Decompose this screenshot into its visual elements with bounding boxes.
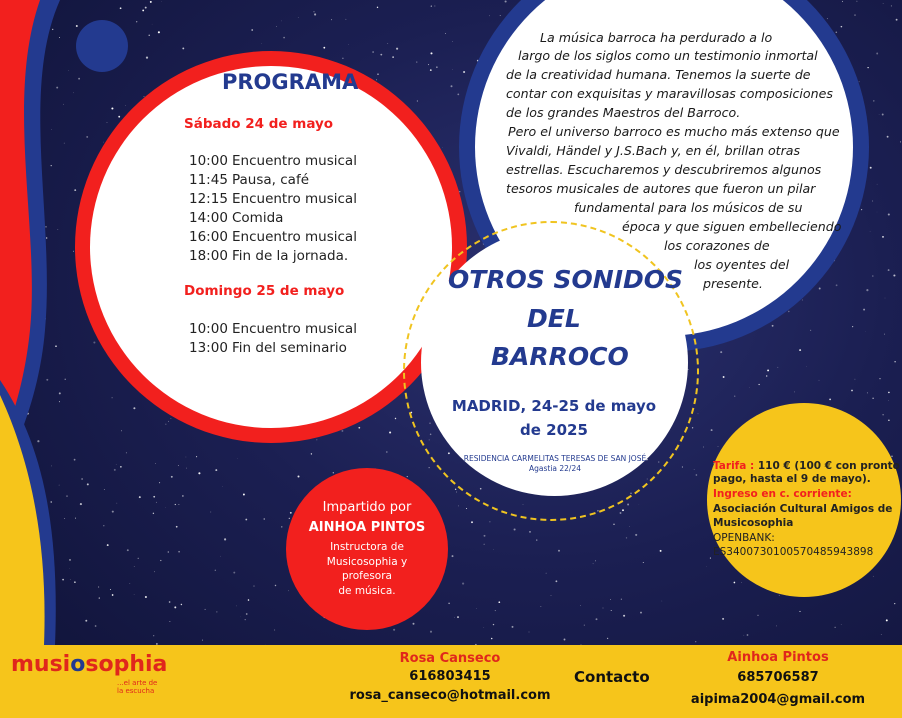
tarifa-label: Tarifa : xyxy=(713,460,755,472)
contact2-phone: 685706587 xyxy=(737,670,819,685)
day1-row xyxy=(189,229,357,245)
day1-row xyxy=(189,210,283,226)
intro-line: tesoros musicales de autores que fueron un pilar xyxy=(506,181,816,196)
schedule-label: Fin de la jornada. xyxy=(232,248,349,264)
musicosophia-logo xyxy=(11,652,167,677)
small-blue-dot xyxy=(76,20,128,72)
intro-line: Pero el universo barroco es mucho más extenso que xyxy=(508,124,840,139)
intro-line: contar con exquisitas y maravillosas composiciones xyxy=(506,86,833,101)
contacto-label: Contacto xyxy=(574,668,650,686)
day1-row xyxy=(189,191,357,207)
contact1-name: Rosa Canseco xyxy=(399,651,501,666)
bank-name: OPENBANK: xyxy=(713,532,775,544)
schedule-time: 10:00 xyxy=(189,321,228,337)
tarifa-text: 110 € (100 € con pronto xyxy=(754,460,900,472)
logo-part-o: o xyxy=(70,652,86,677)
intro-line: largo de los siglos como un testimonio inmortal xyxy=(518,48,818,63)
schedule-time: 12:15 xyxy=(189,191,228,207)
schedule-label: Pausa, café xyxy=(232,172,310,188)
iban: ES3400730100570485943898 xyxy=(713,546,874,558)
price-circle xyxy=(707,403,901,597)
teacher-intro: Impartido por xyxy=(322,500,412,515)
event-year: de 2025 xyxy=(520,421,588,439)
intro-line: de los grandes Maestros del Barroco. xyxy=(506,105,741,120)
ingreso-label: Ingreso en c. corriente: xyxy=(713,488,852,500)
intro-line: Vivaldi, Händel y J.S.Bach y, en él, brillan otras xyxy=(506,143,801,158)
footer xyxy=(0,645,902,718)
teacher-desc-line: Instructora de xyxy=(330,541,404,553)
intro-line: los corazones de xyxy=(664,238,770,253)
schedule-time: 18:00 xyxy=(189,248,228,264)
teacher-desc-line: de música. xyxy=(338,584,396,597)
event-title-line-1: OTROS SONIDOS xyxy=(448,265,684,294)
schedule-label: Fin del seminario xyxy=(232,340,347,356)
contact1-phone: 616803415 xyxy=(409,669,491,684)
schedule-label: Comida xyxy=(232,210,284,226)
tarifa-line xyxy=(713,459,900,473)
schedule-time: 10:00 xyxy=(189,153,228,169)
teacher-desc-line: profesora xyxy=(342,570,392,582)
day2-heading: Domingo 25 de mayo xyxy=(184,283,345,299)
programa-title: PROGRAMA xyxy=(222,70,359,94)
event-venue: RESIDENCIA CARMELITAS TERESAS DE SAN JOSÉ xyxy=(463,454,647,463)
intro-line: de la creatividad humana. Tenemos la suerte de xyxy=(506,67,811,82)
day1-heading: Sábado 24 de mayo xyxy=(184,116,334,132)
schedule-time: 11:45 xyxy=(189,172,228,188)
intro-line: los oyentes del xyxy=(694,257,790,272)
event-address: Agastia 22/24 xyxy=(528,464,581,473)
schedule-time: 14:00 xyxy=(189,210,228,226)
schedule-label: Encuentro musical xyxy=(232,229,357,245)
contact1-email[interactable]: rosa_canseco@hotmail.com xyxy=(349,688,551,703)
assoc-line-1: Asociación Cultural Amigos de xyxy=(713,503,893,515)
intro-line: época y que siguen embelleciendo xyxy=(622,219,842,234)
schedule-label: Encuentro musical xyxy=(232,191,357,207)
schedule-time: 16:00 xyxy=(189,229,228,245)
day2-row xyxy=(189,340,347,356)
intro-line: estrellas. Escucharemos y descubriremos algunos xyxy=(506,162,822,177)
day1-row xyxy=(189,153,357,169)
day1-row xyxy=(189,248,348,264)
teacher-desc-line: Musicosophia y xyxy=(326,555,408,568)
tarifa-text-2: pago, hasta el 9 de mayo). xyxy=(713,473,871,485)
event-city-date: MADRID, 24-25 de mayo xyxy=(451,397,657,415)
day2-row xyxy=(189,321,357,337)
schedule-time: 13:00 xyxy=(189,340,228,356)
intro-line: presente. xyxy=(703,276,763,291)
schedule-label: Encuentro musical xyxy=(232,321,357,337)
teacher-name: AINHOA PINTOS xyxy=(308,520,426,535)
intro-line: fundamental para los músicos de su xyxy=(574,200,803,215)
contact2-name: Ainhoa Pintos xyxy=(727,650,829,665)
assoc-line-2: Musicosophia xyxy=(713,517,794,529)
day1-row xyxy=(189,172,309,188)
logo-part-a: musi xyxy=(11,652,71,677)
intro-line: La música barroca ha perdurado a lo xyxy=(540,30,773,45)
schedule-label: Encuentro musical xyxy=(232,153,357,169)
logo-part-b: sophia xyxy=(85,652,168,677)
event-title-line-2: DEL xyxy=(527,304,581,333)
logo-tagline-1: ...el arte de xyxy=(117,679,158,687)
contact2-email[interactable]: aipima2004@gmail.com xyxy=(690,692,866,707)
logo-tagline-2: la escucha xyxy=(117,687,155,695)
event-title-line-3: BARROCO xyxy=(491,342,629,371)
